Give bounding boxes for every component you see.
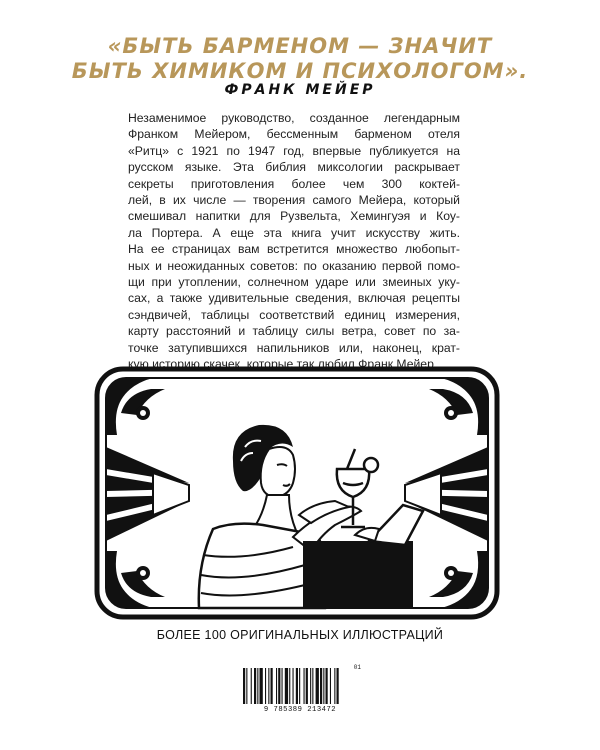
barcode-bar	[310, 668, 311, 704]
description-line: точке затупившихся напильников или, наконец, крат-	[128, 340, 460, 355]
barcode-bar	[323, 668, 324, 704]
woman-face	[261, 447, 295, 497]
barcode-digits: 9 785389 213472	[263, 706, 337, 714]
barcode-bar	[276, 668, 277, 704]
barcode-bar	[278, 668, 280, 704]
description-line: ных и неожиданных советов: по оказанию первой помо-	[128, 258, 460, 273]
bar-counter	[303, 541, 413, 608]
corner-ornament-bottom-left	[106, 551, 165, 608]
barcode-bar	[337, 668, 339, 704]
corner-ornament-top-left	[106, 378, 165, 435]
quote-line-1: «БЫТЬ БАРМЕНОМ — ЗНАЧИТ	[107, 34, 493, 58]
barcode-bar	[312, 668, 313, 704]
art-deco-illustration	[93, 365, 501, 621]
description-text	[128, 110, 460, 373]
barcode-bar	[306, 668, 308, 704]
quote-author: ФРАНК МЕЙЕР	[224, 82, 376, 98]
barcode-bar	[304, 668, 305, 704]
barcode-bar	[296, 668, 298, 704]
barcode-bar	[330, 668, 331, 704]
barcode-bar	[289, 668, 290, 704]
illustrations-caption: БОЛЕЕ 100 ОРИГИНАЛЬНЫХ ИЛЛЮСТРАЦИЙ	[156, 628, 444, 642]
left-fan-rays	[106, 447, 189, 541]
description-line: лей, в их числе — творения самого Мейера, который	[128, 193, 460, 208]
barcode-bar	[251, 668, 252, 704]
barcode-bar	[265, 668, 266, 704]
description-line: карту расстояний и таблицу силы ветра, совет по за-	[128, 324, 460, 339]
barcode-bar	[260, 668, 263, 704]
description-line: русском языке. Эта библия миксологии раскрывает	[128, 160, 460, 175]
corner-ornament-bottom-right	[429, 551, 488, 608]
barcode-bar	[243, 668, 245, 704]
bartender-sleeve	[369, 505, 423, 545]
description-line: «Ритц» с 1921 по 1947 год, впервые публикуется на	[128, 143, 460, 158]
barcode-bar	[254, 668, 256, 704]
description-line: секреты приготовления более чем 300 коктей-	[128, 176, 460, 191]
description-line: сэндвичей, таблицы соответствий единиц измерения,	[128, 307, 460, 322]
barcode-bars	[239, 664, 361, 706]
quote-line-2: БЫТЬ ХИМИКОМ И ПСИХОЛОГОМ».	[71, 59, 529, 83]
barcode-bar	[282, 668, 283, 704]
description-line: щи при утоплении, солнечном ударе или змеиных уку-	[128, 275, 460, 290]
barcode-bar	[246, 668, 247, 704]
barcode-bar	[316, 668, 319, 704]
description-line: кую историю скачек, которые так любил Франк Мейер.	[128, 357, 438, 372]
isbn-barcode	[239, 664, 361, 716]
description-line: Франком Мейером, бессменным барменом отеля	[128, 127, 460, 142]
barcode-bar	[271, 668, 273, 704]
barcode-supplement: 01	[353, 664, 361, 671]
barcode-bar	[268, 668, 269, 704]
description-line: ла Портера. А еще эта книга учит искусству жить.	[128, 225, 460, 240]
barcode-bar	[320, 668, 322, 704]
barcode-bar	[285, 668, 288, 704]
corner-ornament-top-right	[429, 378, 488, 435]
barcode-bar	[334, 668, 335, 704]
barcode-bar	[257, 668, 258, 704]
description-line: сах, а также удивительные сведения, включая рецепты	[128, 291, 460, 306]
barcode-bar	[299, 668, 300, 704]
right-fan-rays	[405, 447, 488, 541]
description-line: На ее страницах вам встретится множество любопыт-	[128, 242, 460, 257]
barcode-bar	[293, 668, 294, 704]
barcode-bar	[326, 668, 328, 704]
description-line: Незаменимое руководство, созданное легендарным	[128, 111, 460, 125]
description-line: смешивал напитки для Рузвельта, Хемингуэя и Коу-	[128, 209, 460, 224]
